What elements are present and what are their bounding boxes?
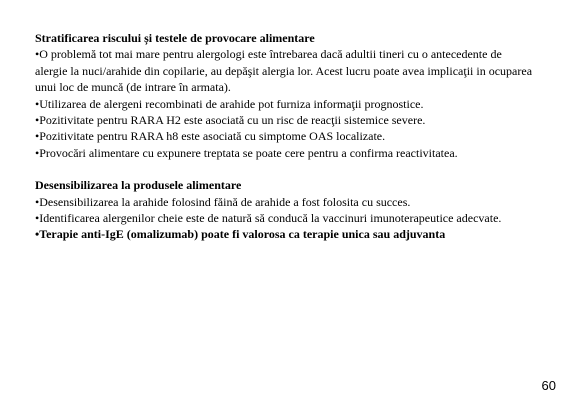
bullet-item: •Provocări alimentare cu expunere treptata se poate cere pentru a confirma reactivitatea.: [35, 145, 458, 160]
desensitization-section: [35, 177, 535, 243]
bullet-item: •O problemă tot mai mare pentru alergologi este întrebarea dacă adultii tineri cu o antecedente de alergie la nuci/arahide din copilarie, au depăşit alergia lor. Acest lucru poate avea implicaţii in ocuparea unui loc de muncă (de intrare în armata).: [35, 47, 533, 95]
section-heading-risk-stratification: Stratificarea riscului și testele de provocare alimentare: [35, 31, 315, 45]
bullet-item: •Utilizarea de alergeni recombinati de arahide pot furniza informaţii prognostice.: [35, 96, 424, 111]
page-number: 60: [541, 378, 556, 393]
bullet-item: •Pozitivitate pentru RARA H2 este asociată cu un risc de reacţii sistemice severe.: [35, 113, 426, 128]
section-heading-desensitization: Desensibilizarea la produsele alimentare: [35, 178, 242, 193]
bullet-item: •Desensibilizarea la arahide folosind făină de arahide a fost folosita cu succes.: [35, 194, 411, 209]
bullet-item-emphasized: •Terapie anti-IgE (omalizumab) poate fi valorosa ca terapie unica sau adjuvanta: [35, 227, 446, 242]
slide-content: [35, 30, 535, 243]
bullet-item: •Identificarea alergenilor cheie este de natură să conducă la vaccinuri imunoterapeutice adecvate.: [35, 211, 502, 226]
bullet-item: •Pozitivitate pentru RARA h8 este asociată cu simptome OAS localizate.: [35, 129, 386, 144]
risk-stratification-section: [35, 30, 535, 161]
